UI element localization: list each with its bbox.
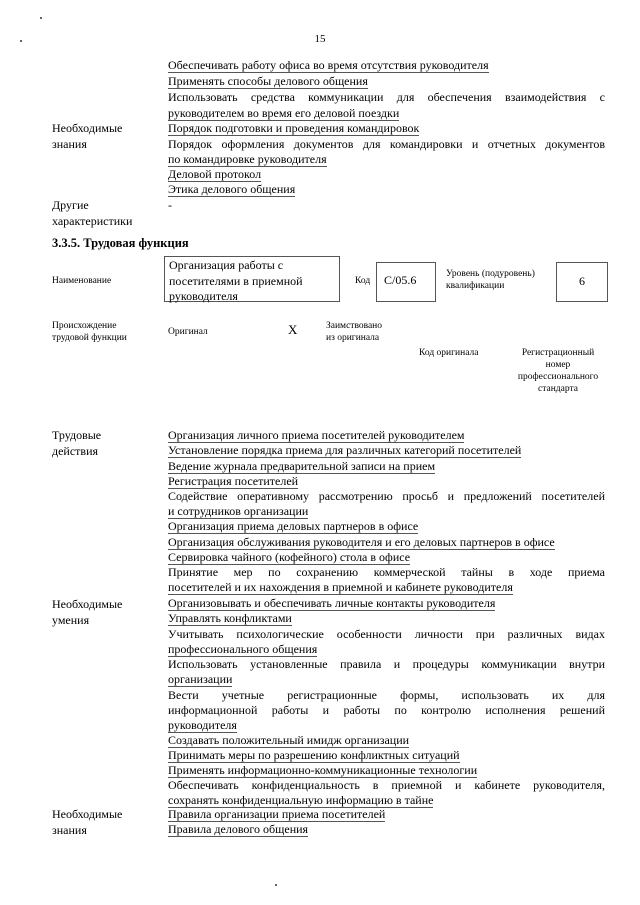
knowledge-label: Необходимые знания bbox=[52, 121, 123, 151]
skill-item: Учитывать психологические особенности личности при различных видах bbox=[168, 627, 605, 641]
skill-item: сохранять конфиденциальную информацию в тайне bbox=[168, 793, 434, 807]
skill-office-work: Обеспечивать работу офиса во время отсутствия руководителя bbox=[168, 58, 489, 72]
skill-business-communication: Применять способы делового общения bbox=[168, 74, 368, 88]
skill-item: Организовывать и обеспечивать личные контакты руководителя bbox=[168, 596, 496, 610]
action-item: Регистрация посетителей bbox=[168, 474, 299, 488]
action-item: посетителей и их нахождения в приемной и кабинете руководителя bbox=[168, 580, 513, 594]
knowledge-documents-line2: по командировке руководителя bbox=[168, 152, 327, 166]
code-label: Код bbox=[355, 276, 371, 286]
level-box: 6 bbox=[556, 262, 608, 302]
knowledge-item: Правила организации приема посетителей bbox=[168, 807, 386, 821]
knowledge-item: Правила делового общения bbox=[168, 822, 309, 836]
skill-communication-means-line1: Использовать средства коммуникации для обеспечения взаимодействия с bbox=[168, 90, 605, 104]
section-heading: 3.3.5. Трудовая функция bbox=[52, 236, 189, 250]
action-item: Принятие мер по сохранению коммерческой тайны в ходе приема bbox=[168, 565, 605, 579]
actions-label: Трудовые действия bbox=[52, 428, 102, 458]
skill-item: Обеспечивать конфиденциальность в приемной и кабинете руководителя, bbox=[168, 778, 605, 792]
original-code-label: Код оригинала bbox=[419, 348, 479, 358]
knowledge-documents-line1: Порядок оформления документов для командировки и отчетных документов bbox=[168, 137, 605, 151]
borrowed-label: Заимствовано из оригинала bbox=[326, 321, 383, 343]
skill-item: Принимать меры по разрешению конфликтных ситуаций bbox=[168, 748, 460, 762]
scan-speck bbox=[40, 17, 42, 19]
action-item: Организация приема деловых партнеров в офисе bbox=[168, 519, 419, 533]
action-item: Установление порядка приема для различных категорий посетителей bbox=[168, 443, 522, 457]
name-label: Наименование bbox=[52, 276, 112, 286]
page-number: 15 bbox=[314, 33, 326, 45]
knowledge-protocol: Деловой протокол bbox=[168, 167, 262, 181]
knowledge-ethics: Этика делового общения bbox=[168, 182, 296, 196]
scan-speck bbox=[275, 884, 277, 886]
function-name-box: Организация работы с посетителями в приемной руководителя bbox=[164, 256, 340, 302]
action-item: Организация личного приема посетителей руководителем bbox=[168, 428, 465, 442]
action-item: Содействие оперативному рассмотрению просьб и предложений посетителей bbox=[168, 489, 605, 503]
original-mark: X bbox=[288, 322, 298, 337]
skill-item: Применять информационно-коммуникационные технологии bbox=[168, 763, 478, 777]
registration-number-label: Регистрационный номер профессионального стандарта bbox=[517, 348, 599, 394]
original-label: Оригинал bbox=[168, 327, 208, 337]
knowledge2-label: Необходимые знания bbox=[52, 807, 123, 837]
level-label: Уровень (подуровень) квалификации bbox=[446, 269, 535, 291]
skill-item: Вести учетные регистрационные формы, использовать их для bbox=[168, 688, 605, 702]
skill-communication-means-line2: руководителем во время его деловой поездки bbox=[168, 106, 400, 120]
skill-item: Создавать положительный имидж организации bbox=[168, 733, 410, 747]
action-item: Сервировка чайного (кофейного) стола в офисе bbox=[168, 550, 411, 564]
skills-label: Необходимые умения bbox=[52, 597, 123, 627]
skill-item: Управлять конфликтами bbox=[168, 611, 292, 625]
action-item: Ведение журнала предварительной записи на прием bbox=[168, 459, 436, 473]
action-item: и сотрудников организации bbox=[168, 504, 309, 518]
skill-item: руководителя bbox=[168, 718, 237, 732]
knowledge-trips: Порядок подготовки и проведения командировок bbox=[168, 121, 420, 135]
other-characteristics-label: Другие характеристики bbox=[52, 198, 133, 228]
skill-item: информационной работы и работы по контролю исполнения решений bbox=[168, 703, 605, 717]
origin-label: Происхождение трудовой функции bbox=[52, 321, 127, 343]
skill-item: Использовать установленные правила и процедуры коммуникации внутри bbox=[168, 657, 605, 671]
skill-item: профессионального общения bbox=[168, 642, 318, 656]
code-box: C/05.6 bbox=[376, 262, 436, 302]
skill-item: организации bbox=[168, 672, 233, 686]
action-item: Организация обслуживания руководителя и его деловых партнеров в офисе bbox=[168, 535, 555, 549]
other-characteristics-value: - bbox=[168, 198, 172, 212]
